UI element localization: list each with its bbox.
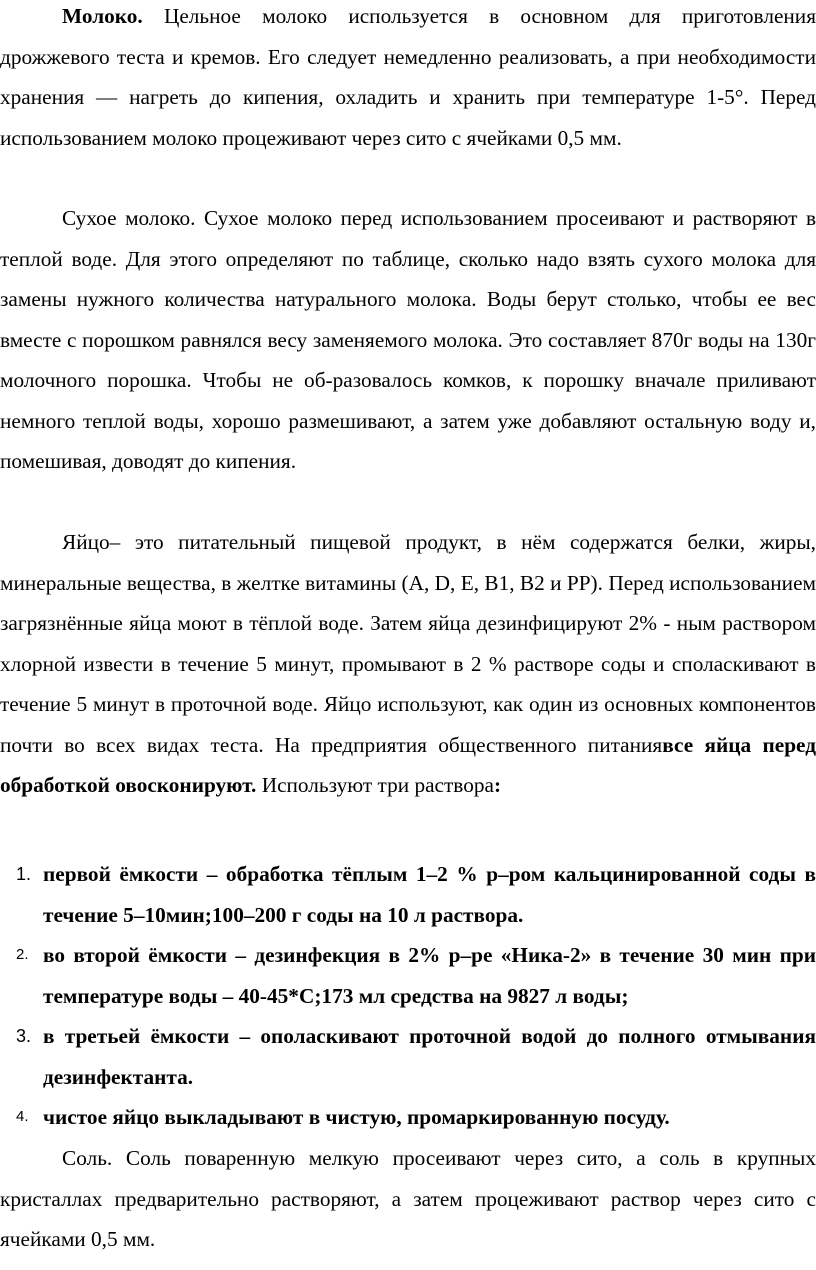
list-item-text: первой ёмкости – обработка тёплым 1–2 % р–ром кальцинированной соды в течение 5–10мин;100–200 г соды на 10 л раствора. — [43, 862, 816, 927]
list-item — [0, 854, 816, 935]
milk-text: Цельное молоко используется в основном для приготовления дрожжевого теста и кремов. Его следует немедленно реализовать, а при необходимости хранения — нагреть до кипения, охладить и хранить при температуре 1-5°. Перед использованием молоко процеживают через сито с ячейками 0,5 мм. — [0, 4, 816, 150]
list-number: 2. — [16, 946, 29, 963]
egg-bold-text: все яйца перед обработкой овосконируют. — [0, 732, 816, 797]
list-item-text: во второй ёмкости – дезинфекция в 2% р–ре «Ника-2» в течение 30 мин при температуре воды – 40-45*С;173 мл средства на 9827 л воды; — [43, 943, 816, 1008]
dry-milk-text: Сухое молоко. Сухое молоко перед использованием просеивают и растворяют в теплой воде. Для этого определяют по таблице, сколько надо взять сухого молока для замены нужного количества натурального молока. Воды берут столько, чтобы ее вес вместе с порошком равнялся весу заменяемого молока. Это составляет 870г воды на 130г молочного порошка. Чтобы не об-разовалось комков, к порошку вначале приливают немного теплой воды, хорошо размешивают, а затем уже добавляют остальную воду и, помешивая, доводят до кипения. — [0, 206, 816, 473]
salt-paragraph — [0, 1138, 816, 1260]
list-item — [0, 1016, 816, 1097]
list-item — [0, 1097, 816, 1138]
egg-text: Яйцо– это питательный пищевой продукт, в нём содержатся белки, жиры, минеральные вещества, в желтке витамины (A, D, E, B1, B2 и PP). Перед использованием загрязнённые яйца моют в тёплой воде. Затем яйца дезинфицируют 2% - ным раствором хлорной извести в течение 5 минут, промывают в 2 % растворе соды и споласкивают в течение 5 минут в проточной воде. Яйцо используют, как один из основных компонентов почти во всех видах теста. На предприятия общественного питания — [0, 530, 816, 757]
list-item-text: чистое яйцо выкладывают в чистую, промаркированную посуду. — [43, 1105, 670, 1129]
salt-text: Соль. Соль поваренную мелкую просеивают через сито, а соль в крупных кристаллах предварительно растворяют, а затем процеживают раствор через сито с ячейками 0,5 мм. — [0, 1146, 816, 1251]
list-number: 1. — [16, 864, 32, 884]
list-number: 3. — [16, 1026, 32, 1046]
egg-after-text: Используют три раствора — [256, 773, 494, 797]
egg-colon: : — [493, 773, 502, 797]
list-item-text: в третьей ёмкости – ополаскивают проточной водой до полного отмывания дезинфектанта. — [43, 1024, 816, 1089]
list-item — [0, 935, 816, 1016]
milk-paragraph — [0, 0, 816, 158]
dry-milk-paragraph — [0, 198, 816, 482]
list-number: 4. — [16, 1108, 29, 1125]
milk-heading: Молоко. — [62, 4, 143, 28]
egg-paragraph — [0, 522, 816, 806]
